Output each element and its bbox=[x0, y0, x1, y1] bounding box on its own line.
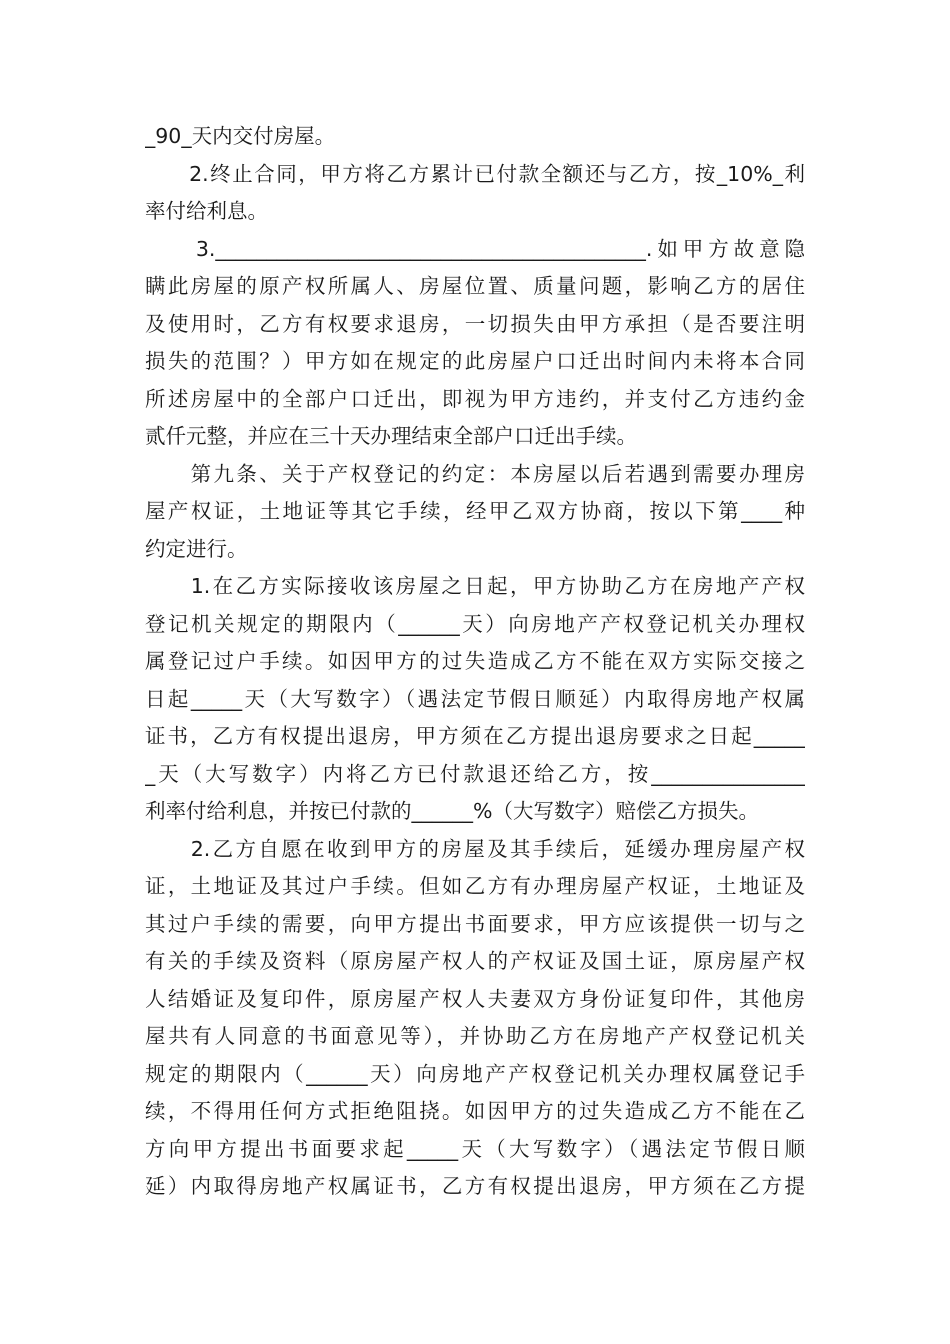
text-line: 人结婚证及复印件，原房屋产权人夫妻双方身份证复印件，其他房 bbox=[145, 986, 805, 1011]
text-line: 贰仟元整，并应在三十天办理结束全部户口迁出手续。 bbox=[145, 424, 637, 448]
text-line: 证，土地证及其过户手续。但如乙方有办理房屋产权证，土地证及 bbox=[145, 874, 805, 898]
text-line: 其过户手续的需要，向甲方提出书面要求，甲方应该提供一切与之 bbox=[145, 911, 805, 936]
text-line: 率付给利息。 bbox=[145, 199, 268, 223]
text-line: 证书，乙方有权提出退房，甲方须在乙方提出退房要求之日起_____ bbox=[145, 724, 805, 748]
text-line: 屋共有人同意的书面意见等），并协助乙方在房地产产权登记机关 bbox=[145, 1024, 805, 1048]
text-line: 续，不得用任何方式拒绝阻挠。如因甲方的过失造成乙方不能在乙 bbox=[145, 1099, 805, 1123]
text-line: 方向甲方提出书面要求起_____天（大写数字）（遇法定节假日顺 bbox=[145, 1136, 805, 1161]
text-line: 损失的范围？）甲方如在规定的此房屋户口迁出时间内未将本合同 bbox=[145, 349, 805, 373]
text-line: 延）内取得房地产权属证书，乙方有权提出退房，甲方须在乙方提 bbox=[145, 1174, 805, 1198]
text-line: 及使用时，乙方有权要求退房，一切损失由甲方承担（是否要注明 bbox=[145, 311, 805, 336]
text-line: 规定的期限内（______天）向房地产产权登记机关办理权属登记手 bbox=[145, 1061, 805, 1086]
text-line: _天（大写数字）内将乙方已付款退还给乙方，按_______________ bbox=[145, 761, 805, 786]
text-line: 约定进行。 bbox=[145, 536, 248, 561]
text-line: 登记机关规定的期限内（______天）向房地产产权登记机关办理权 bbox=[145, 611, 805, 636]
text-line: 2.乙方自愿在收到甲方的房屋及其手续后，延缓办理房屋产权 bbox=[145, 836, 805, 861]
text-line: 属登记过户手续。如因甲方的过失造成乙方不能在双方实际交接之 bbox=[145, 649, 805, 673]
text-line: 第九条、关于产权登记的约定：本房屋以后若遇到需要办理房 bbox=[145, 461, 805, 486]
text-line: 2.终止合同，甲方将乙方累计已付款全额还与乙方，按_10%_利 bbox=[145, 161, 805, 186]
text-line: 所述房屋中的全部户口迁出，即视为甲方违约，并支付乙方违约金 bbox=[145, 386, 805, 411]
contract-text-body bbox=[145, 118, 805, 1206]
text-line: 1.在乙方实际接收该房屋之日起，甲方协助乙方在房地产产权 bbox=[145, 574, 805, 598]
text-line: 利率付给利息，并按已付款的______%（大写数字）赔偿乙方损失。 bbox=[145, 799, 759, 823]
text-line: 3.__________________________________________.如甲方故意隐 bbox=[145, 236, 805, 261]
text-line: 屋产权证，土地证等其它手续，经甲乙双方协商，按以下第____种 bbox=[145, 499, 805, 523]
text-line: 日起_____天（大写数字）（遇法定节假日顺延）内取得房地产权属 bbox=[145, 686, 805, 711]
text-line: 有关的手续及资料（原房屋产权人的产权证及国土证，原房屋产权 bbox=[145, 949, 805, 973]
text-line: 瞒此房屋的原产权所属人、房屋位置、质量问题，影响乙方的居住 bbox=[145, 274, 805, 298]
text-line: _90_天内交付房屋。 bbox=[145, 124, 336, 148]
